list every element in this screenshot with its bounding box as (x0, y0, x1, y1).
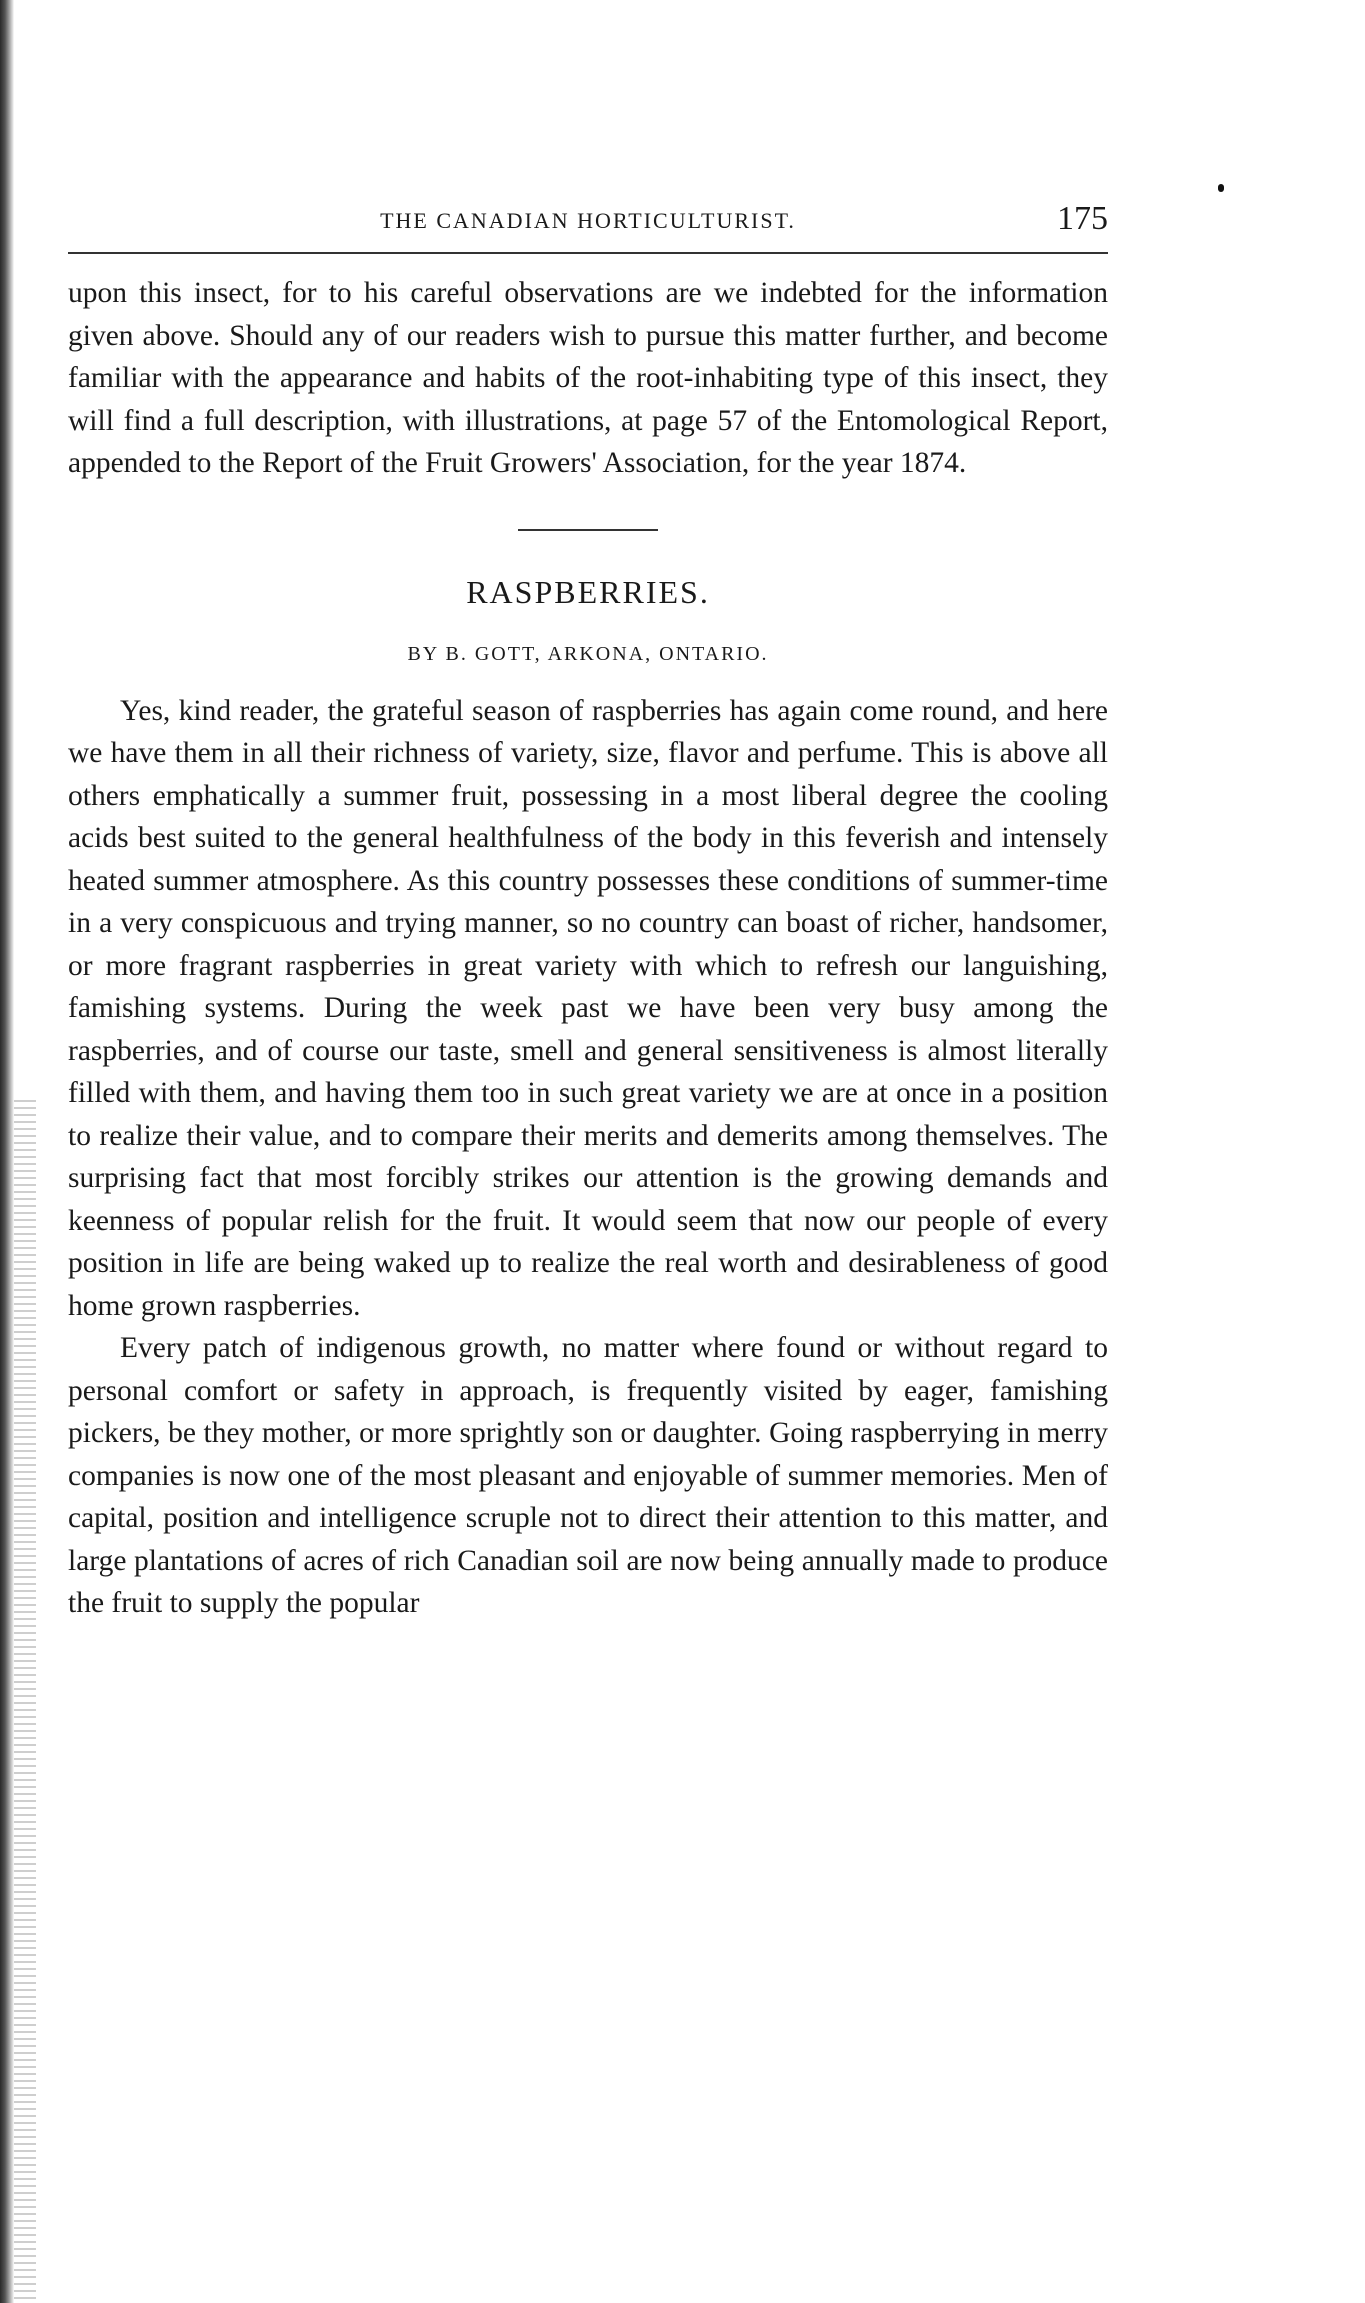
page-body (68, 272, 1108, 1625)
article-byline: BY B. GOTT, ARKONA, ONTARIO. (407, 643, 769, 665)
continuation-paragraph: upon this insect, for to his careful observations are we indebted for the information given above. Should any of our readers wish to pursue this matter further, and become familiar with the appearance and habits of the root-inhabiting type of this insect, they will find a full description, with illustrations, at page 57 of the Entomological Report, appended to the Report of the Fruit Growers' Association, for the year 1874. (68, 277, 1108, 479)
article-title: RASPBERRIES. (466, 573, 710, 610)
running-title: THE CANADIAN HORTICULTURIST. (380, 208, 796, 233)
article-paragraph: Yes, kind reader, the grateful season of raspberries has again come round, and here we have them in all their richness of variety, size, flavor and perfume. This is above all others emphatically a summer fruit, possessing in a most liberal degree the cooling acids best suited to the general healthfulness of the body in this feverish and intensely heated summer atmosphere. As this country possesses these conditions of summer-time in a very conspicuous and trying manner, so no country can boast of richer, handsomer, or more fragrant raspberries in great variety with which to refresh our languishing, famishing systems. During the week past we have been very busy among the raspberries, and of course our taste, smell and general sensitiveness is almost literally filled with them, and having them too in such great variety we are at once in a position to realize their value, and to compare their merits and demerits among themselves. The surprising fact that most forcibly strikes our attention is the growing demands and keenness of popular relish for the fruit. It would seem that now our people of every position in life are being waked up to realize the real worth and desirableness of good home grown raspberries. (68, 694, 1108, 1322)
header-rule (68, 252, 1108, 254)
book-binding-edge (0, 0, 14, 2303)
running-header (68, 190, 1108, 250)
section-divider (518, 529, 658, 531)
book-page (68, 190, 1108, 1625)
article-paragraph: Every patch of indigenous growth, no matter where found or without regard to personal comfort or safety in approach, is frequently visited by eager, famishing pickers, be they mother, or more sprightly son or daughter. Going raspberrying in merry companies is now one of the most pleasant and enjoyable of summer memories. Men of capital, position and intelligence scruple not to direct their attention to this matter, and large plantations of acres of rich Canadian soil are now being annually made to produce the fruit to supply the popular (68, 1332, 1108, 1619)
page-number: 175 (1057, 200, 1108, 237)
ink-speck (1218, 184, 1224, 192)
binding-shadow (14, 1100, 36, 2300)
